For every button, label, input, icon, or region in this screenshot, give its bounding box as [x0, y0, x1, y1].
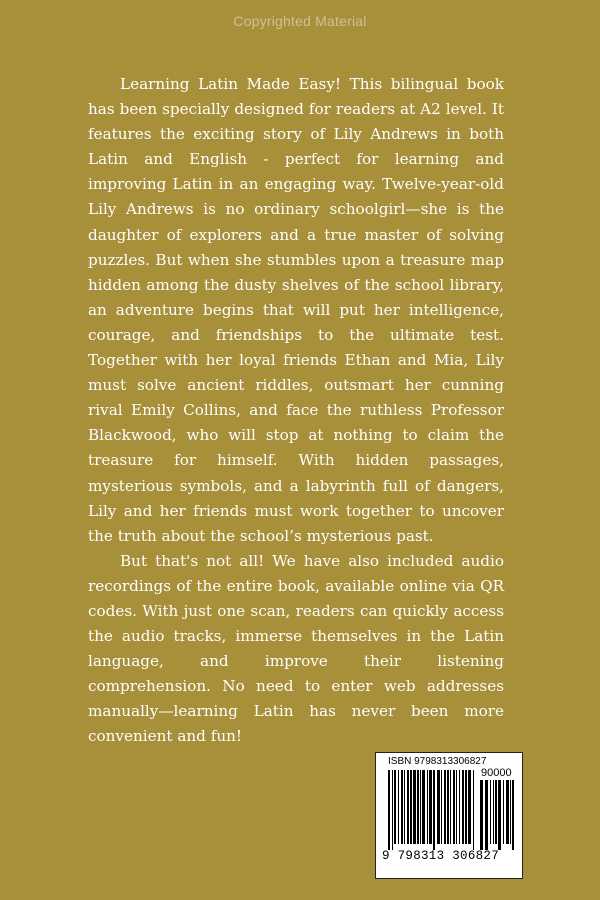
barcode-bar: [388, 770, 390, 850]
barcode-bar: [450, 770, 451, 844]
barcode-bar: [413, 770, 416, 844]
barcode-bar: [417, 770, 419, 844]
barcode-bar: [437, 770, 440, 844]
barcode-bar: [498, 780, 501, 850]
barcode-bar: [510, 780, 511, 844]
barcode-bar: [462, 770, 464, 844]
blurb-paragraph-2: But that's not all! We have also included audio recordings of the entire book, available online via QR codes. With just one scan, readers can quickly access the audio tracks, immerse themselves in the Latin language, and improve their listening comprehension. No need to enter web addresses manually—learning Latin has never been more convenient and fun!: [88, 551, 504, 746]
barcode-bar: [453, 770, 455, 844]
barcode-bar: [392, 770, 393, 850]
barcode-bar: [394, 770, 396, 844]
barcode-bar: [473, 770, 474, 850]
barcode-bar: [485, 780, 488, 850]
back-cover-blurb: [88, 72, 504, 750]
blurb-paragraph-1: Learning Latin Made Easy! This bilingual book has been specially designed for readers at A2 level. It features the exciting story of Lily Andrews in both Latin and English - perfect for learning and improving Latin in an engaging way. Twelve-year-old Lily Andrews is no ordinary schoolgirl—she is the daughter of explorers and a true master of solving puzzles. But when she stumbles upon a treasure map hidden among the dusty shelves of the school library, an adventure begins that will put her intelligence, courage, and friendships to the ultimate test. Together with her loyal friends Ethan and Mia, Lily must solve ancient riddles, outsmart her cunning rival Emily Collins, and face the ruthless Professor Blackwood, who will stop at nothing to claim the treasure for himself. With hidden passages, mysterious symbols, and a labyrinth full of dangers, Lily and her friends must work together to uncover the truth about the school’s mysterious past.: [88, 75, 504, 545]
barcode-bar: [490, 780, 491, 844]
barcode-bar: [456, 770, 457, 844]
barcode-bar: [465, 770, 467, 844]
barcode-bar: [427, 770, 428, 844]
barcode-bar: [503, 780, 504, 844]
barcode-bar: [398, 770, 399, 844]
barcode-bar: [512, 780, 514, 850]
addon-bars: [480, 780, 516, 850]
isbn-label: ISBN 9798313306827: [388, 756, 487, 767]
barcode-bar: [493, 780, 494, 844]
barcode-bar: [420, 770, 421, 844]
barcode-bar: [459, 770, 460, 844]
barcode-bar: [447, 770, 449, 844]
price-addon-code: 90000: [481, 767, 512, 779]
barcode-bar: [429, 770, 432, 844]
isbn-barcode: [375, 752, 523, 879]
barcode-bar: [433, 770, 435, 850]
barcode-digits: 9 798313 306827: [382, 849, 500, 863]
barcode-bar: [468, 770, 471, 844]
barcode-bar: [495, 780, 497, 844]
barcode-bar: [407, 770, 409, 844]
copyright-watermark-top: Copyrighted Material: [233, 13, 367, 29]
barcode-bar: [410, 770, 412, 844]
barcode-bar: [404, 770, 405, 844]
ean13-bars: [388, 770, 476, 850]
barcode-bar: [480, 780, 483, 850]
barcode-bar: [444, 770, 446, 844]
barcode-bar: [422, 770, 425, 844]
barcode-bar: [441, 770, 442, 844]
barcode-bar: [401, 770, 403, 844]
barcode-bar: [506, 780, 509, 844]
